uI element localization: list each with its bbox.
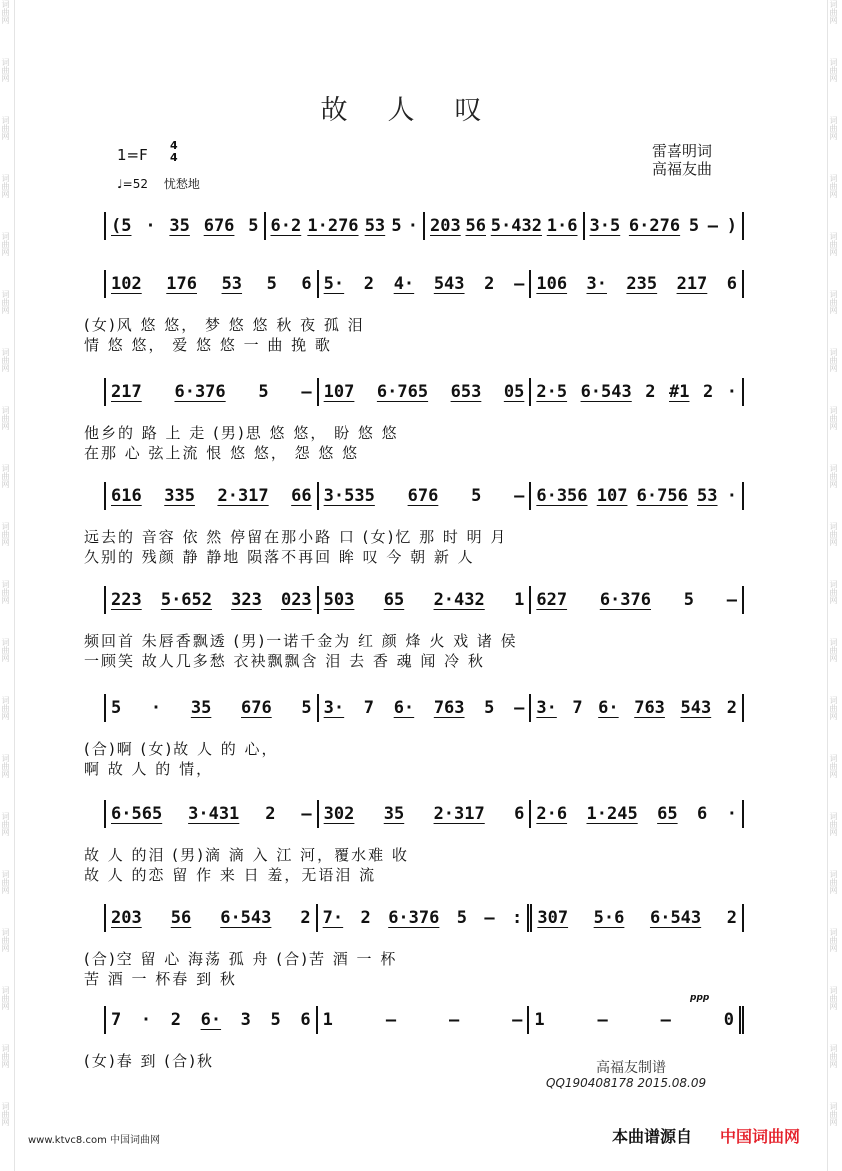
note-group: 676 [241, 698, 272, 718]
note-group: 05 [503, 382, 525, 402]
measure [319, 482, 532, 510]
lyric-line: 啊 故 人 的 情， [84, 760, 214, 778]
watermark-text: 词曲网 [1, 812, 10, 836]
note-group: 2 [484, 274, 495, 294]
lyric-line: 故 人 的恋 留 作 来 日 羞，无语泪 流 [84, 866, 377, 884]
note-group: 2 [702, 382, 714, 402]
lyric-line: 在那 心 弦上流 恨 悠 悠， 怨 悠 悠 [84, 444, 360, 462]
watermark-text: 词曲网 [829, 1044, 838, 1068]
note-group: 3· [323, 698, 345, 718]
footer-site[interactable]: www.ktvc8.com 中国词曲网 [28, 1135, 161, 1146]
note-group: 5 [248, 216, 259, 236]
note-group: 1 [534, 1010, 545, 1030]
note-group: 5 [471, 486, 482, 506]
note-group: 6· [598, 698, 619, 718]
score-title: 故人叹 [320, 95, 522, 126]
note-group: 7 [572, 698, 583, 718]
notes-row [104, 1006, 744, 1034]
note-group: 763 [634, 698, 665, 718]
note-group: 676 [407, 486, 439, 506]
note-group: 107 [323, 382, 355, 402]
note-group: – [385, 1010, 397, 1030]
note-group: 2 [300, 908, 311, 928]
note-group: 5 [456, 908, 468, 928]
measure [104, 212, 266, 240]
note-group: 3·535 [323, 486, 375, 506]
note-group: 6· [393, 698, 415, 718]
measure [319, 694, 532, 722]
note-group: 763 [433, 698, 465, 718]
note-group: · [726, 486, 737, 506]
lyric-line: 故 人 的泪 (男)滴 滴 入 江 河，覆水难 收 [84, 846, 409, 864]
watermark-text: 词曲网 [829, 928, 838, 952]
note-group: 6·2 [270, 216, 302, 236]
notes-row [104, 270, 744, 298]
watermark-text: 词曲网 [829, 464, 838, 488]
note-group: 2 [726, 908, 737, 928]
note-group: 2 [363, 274, 375, 294]
note-group: 6 [514, 804, 525, 824]
watermark-text: 词曲网 [1, 464, 10, 488]
note-group: · [150, 698, 162, 718]
note-group: 5 [266, 274, 277, 294]
note-group: 5 [688, 216, 700, 236]
note-group: 6·756 [636, 486, 688, 506]
note-group: – [301, 804, 312, 824]
lyric-line: 一顾笑 故人几多愁 衣袂飘飘含 泪 去 香 魂 闻 冷 秋 [84, 652, 485, 670]
note-group: 6·276 [628, 216, 681, 236]
note-group: 627 [536, 590, 568, 610]
note-group: · [726, 804, 737, 824]
measure [529, 1006, 744, 1034]
composer: 高福友曲 [652, 160, 713, 178]
time-signature-bottom: 4 [170, 151, 178, 164]
note-group: 53 [364, 216, 386, 236]
note-group: – [726, 590, 737, 610]
notes-row [104, 694, 744, 722]
note-group: 5· [323, 274, 345, 294]
note-group: 6·543 [220, 908, 272, 928]
measure [104, 378, 319, 406]
note-group: 6·376 [174, 382, 226, 402]
watermark-text: 词曲网 [1, 522, 10, 546]
note-group: 023 [280, 590, 312, 610]
dynamic-ppp: ppp [690, 993, 710, 1003]
note-group: 5 [484, 698, 495, 718]
note-group: 35 [169, 216, 190, 236]
note-group: 6 [726, 274, 737, 294]
note-group: 307 [537, 908, 569, 928]
note-group: 223 [111, 590, 142, 610]
measure [104, 482, 319, 510]
left-edge-line [14, 0, 15, 1171]
lyric-line: (合)啊 (女)故 人 的 心， [84, 740, 279, 758]
note-group: 543 [680, 698, 712, 718]
note-group: 1 [322, 1010, 333, 1030]
note-group: 5 [391, 216, 402, 236]
note-group: 102 [111, 274, 142, 294]
note-group: 1·6 [546, 216, 578, 236]
note-group: 1·245 [586, 804, 638, 824]
measure [531, 586, 744, 614]
watermark-text: 词曲网 [1, 174, 10, 198]
measure [319, 270, 532, 298]
note-group: · [407, 216, 418, 236]
note-group: 5 [683, 590, 694, 610]
watermark-text: 词曲网 [1, 580, 10, 604]
note-group: · [140, 1010, 152, 1030]
lyricist: 雷喜明词 [652, 142, 713, 160]
note-group: 2·432 [433, 590, 485, 610]
lyric-line: 苦 酒 一 杯春 到 秋 [84, 970, 237, 988]
note-group: 676 [203, 216, 235, 236]
note-group: 5·432 [490, 216, 542, 236]
note-group: 6 [300, 1010, 311, 1030]
note-group: 203 [111, 908, 142, 928]
note-group: 5 [258, 382, 269, 402]
note-group: 6·356 [536, 486, 588, 506]
watermark-text: 词曲网 [829, 0, 838, 24]
watermark-text: 词曲网 [1, 1102, 10, 1126]
note-group: 2 [726, 698, 737, 718]
note-group: 176 [166, 274, 197, 294]
note-group: 6 [697, 804, 708, 824]
note-group: 66 [291, 486, 312, 506]
measure [104, 1006, 318, 1034]
note-group: – [301, 382, 312, 402]
note-group: · [726, 382, 737, 402]
footer-source-label: 本曲谱源自 [612, 1127, 693, 1146]
note-group: 6·765 [376, 382, 429, 402]
measure [531, 270, 744, 298]
watermark-text: 词曲网 [1, 696, 10, 720]
note-group: 235 [626, 274, 658, 294]
note-group: 503 [323, 590, 355, 610]
note-group: 6 [301, 274, 312, 294]
watermark-text: 词曲网 [829, 580, 838, 604]
note-group: 56 [170, 908, 192, 928]
note-group: – [660, 1010, 671, 1030]
measure [425, 212, 585, 240]
note-group: – [512, 1010, 523, 1030]
watermark-text: 词曲网 [1, 348, 10, 372]
note-group: 4· [393, 274, 415, 294]
watermark-text: 词曲网 [829, 406, 838, 430]
note-group: 2 [265, 804, 276, 824]
watermark-text: 词曲网 [829, 870, 838, 894]
note-group: 543 [433, 274, 465, 294]
lyric-line: (女)春 到 (合)秋 [84, 1052, 214, 1070]
note-group: 2·317 [433, 804, 485, 824]
note-group: 5 [270, 1010, 281, 1030]
note-group: 35 [383, 804, 405, 824]
watermark-text: 词曲网 [1, 406, 10, 430]
note-group: 2 [360, 908, 371, 928]
lyric-line: (合)空 留 心 海荡 孤 舟 (合)苦 酒 一 杯 [84, 950, 398, 968]
note-group: 5 [301, 698, 312, 718]
note-group: 7 [111, 1010, 122, 1030]
time-signature-top: 4 [170, 139, 178, 152]
measure [532, 904, 744, 932]
tempo-marking [117, 175, 200, 192]
lyric-line: 他乡的 路 上 走 (男)思 悠 悠， 盼 悠 悠 [84, 424, 399, 442]
watermark-text: 词曲网 [1, 986, 10, 1010]
note-group: 0 [723, 1010, 735, 1030]
watermark-text: 词曲网 [1, 290, 10, 314]
watermark-text: 词曲网 [1, 0, 10, 24]
contact-info: QQ190408178 2015.08.09 [546, 1076, 707, 1090]
watermark-text: 词曲网 [829, 232, 838, 256]
note-group: 3·431 [188, 804, 240, 824]
watermark-text: 词曲网 [1, 928, 10, 952]
notes-row [104, 904, 744, 932]
watermark-text: 词曲网 [1, 870, 10, 894]
note-group: 6·543 [649, 908, 702, 928]
note-group: 53 [697, 486, 718, 506]
note-group: 3· [586, 274, 607, 294]
note-group: 2 [645, 382, 656, 402]
measure [319, 378, 532, 406]
right-edge-line [827, 0, 828, 1171]
note-group: 302 [323, 804, 355, 824]
watermark-text: 词曲网 [829, 348, 838, 372]
note-group: 217 [676, 274, 708, 294]
watermark-text: 词曲网 [1, 1044, 10, 1068]
watermark-text: 词曲网 [829, 174, 838, 198]
note-group: 6·565 [111, 804, 163, 824]
key-signature: 1=F [117, 146, 148, 164]
note-group: 6·543 [580, 382, 632, 402]
lyric-line: (女)风 悠 悠， 梦 悠 悠 秋 夜 孤 泪 [84, 316, 365, 334]
note-group: 2 [170, 1010, 181, 1030]
measure [319, 586, 532, 614]
note-group: 5·6 [593, 908, 625, 928]
note-group: – [514, 698, 525, 718]
note-group: 3· [536, 698, 557, 718]
watermark-text: 词曲网 [829, 1102, 838, 1126]
watermark-text: 词曲网 [829, 116, 838, 140]
watermark-text: 词曲网 [1, 232, 10, 256]
note-group: – [707, 216, 719, 236]
note-group: 6· [200, 1010, 222, 1030]
measure [531, 694, 744, 722]
note-group: 616 [111, 486, 142, 506]
footer-brand[interactable]: 中国词曲网 [720, 1127, 801, 1146]
note-group: : [512, 908, 523, 928]
note-group: 653 [450, 382, 482, 402]
note-group: ) [726, 216, 737, 236]
note-group: – [448, 1010, 460, 1030]
measure [104, 586, 319, 614]
measure [104, 800, 319, 828]
note-group: 7 [363, 698, 375, 718]
note-group: – [514, 274, 525, 294]
note-group: 7· [322, 908, 344, 928]
tempo-value: ♩=52 [117, 177, 148, 191]
note-group: 3 [240, 1010, 251, 1030]
notes-row [104, 212, 744, 240]
time-signature [170, 140, 178, 164]
lyric-line: 久别的 残颜 静 静地 陨落不再回 眸 叹 今 朝 新 人 [84, 548, 475, 566]
measure [104, 270, 319, 298]
measure [531, 800, 744, 828]
note-group: 6·376 [599, 590, 651, 610]
note-group: 2·6 [536, 804, 568, 824]
note-group: 3·5 [589, 216, 621, 236]
watermark-right [828, 0, 842, 1171]
measure [319, 800, 532, 828]
arranger: 高福友制谱 [596, 1060, 666, 1076]
note-group: 53 [221, 274, 243, 294]
watermark-text: 词曲网 [829, 812, 838, 836]
watermark-text: 词曲网 [1, 638, 10, 662]
note-group: 5 [111, 698, 122, 718]
note-group: 1 [514, 590, 525, 610]
note-group: 56 [465, 216, 486, 236]
watermark-text: 词曲网 [1, 58, 10, 82]
measure [104, 694, 319, 722]
credits [652, 142, 712, 178]
note-group: 35 [190, 698, 212, 718]
watermark-text: 词曲网 [829, 290, 838, 314]
measure [266, 212, 426, 240]
watermark-text: 词曲网 [1, 754, 10, 778]
notes-row [104, 586, 744, 614]
notes-row [104, 482, 744, 510]
mood-marking: 忧愁地 [163, 177, 200, 191]
note-group: – [597, 1010, 608, 1030]
lyric-line: 远去的 音容 依 然 停留在那小路 口 (女)忆 那 时 明 月 [84, 528, 508, 546]
note-group: 106 [536, 274, 568, 294]
note-group: · [145, 216, 156, 236]
measure [531, 482, 744, 510]
notes-row [104, 378, 744, 406]
measure [318, 904, 533, 932]
watermark-text: 词曲网 [1, 116, 10, 140]
note-group: 323 [231, 590, 262, 610]
note-group: 107 [596, 486, 628, 506]
watermark-text: 词曲网 [829, 754, 838, 778]
note-group: 6·376 [388, 908, 440, 928]
note-group: #1 [669, 382, 690, 402]
watermark-text: 词曲网 [829, 58, 838, 82]
note-group: – [514, 486, 525, 506]
note-group: 1·276 [307, 216, 359, 236]
watermark-text: 词曲网 [829, 696, 838, 720]
measure [531, 378, 744, 406]
note-group: 217 [111, 382, 142, 402]
watermark-text: 词曲网 [829, 522, 838, 546]
note-group: – [484, 908, 495, 928]
measure [585, 212, 745, 240]
lyric-line: 频回首 朱唇香飘透 (男)一诺千金为 红 颜 烽 火 戏 诸 侯 [84, 632, 518, 650]
note-group: 203 [430, 216, 461, 236]
notes-row [104, 800, 744, 828]
note-group: 2·5 [536, 382, 568, 402]
note-group: 5·652 [160, 590, 213, 610]
note-group: 65 [657, 804, 678, 824]
watermark-text: 词曲网 [829, 986, 838, 1010]
note-group: (5 [111, 216, 132, 236]
watermark-left [0, 0, 14, 1171]
note-group: 2·317 [217, 486, 269, 506]
note-group: 65 [383, 590, 405, 610]
watermark-text: 词曲网 [829, 638, 838, 662]
measure [318, 1006, 530, 1034]
lyric-line: 情 悠 悠， 爱 悠 悠 一 曲 挽 歌 [84, 336, 332, 354]
measure [104, 904, 318, 932]
note-group: 335 [164, 486, 195, 506]
